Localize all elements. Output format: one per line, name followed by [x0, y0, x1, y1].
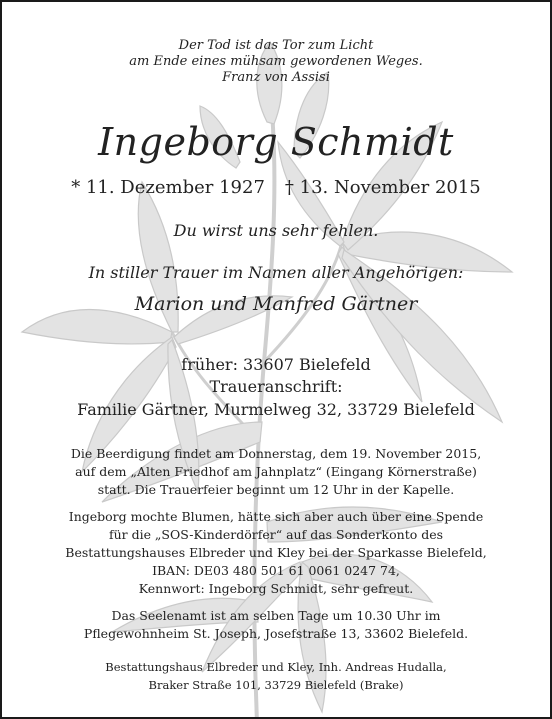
undertaker-line-2: Braker Straße 101, 33729 Bielefeld (Brake) — [148, 678, 404, 692]
condolence-address: Familie Gärtner, Murmelweg 32, 33729 Bielefeld — [77, 400, 475, 419]
miss-text: Du wirst uns sehr fehlen. — [173, 221, 379, 240]
quote-line-2: am Ende eines mühsam gewordenen Weges. — [129, 54, 423, 69]
donation-keyword: Kennwort: Ingeborg Schmidt, sehr gefreut. — [138, 581, 414, 596]
deceased-name: Ingeborg Schmidt — [98, 120, 454, 164]
quote-author: Franz von Assisi — [222, 70, 330, 85]
funeral-line-3: statt. Die Trauerfeier beginnt um 12 Uhr in der Kapelle. — [97, 482, 455, 497]
donation-line-2: für die „SOS-Kinderdörfer“ auf das Sonderkonto des — [108, 527, 444, 542]
death-date: † 13. November 2015 — [284, 177, 481, 198]
donation-line-1: Ingeborg mochte Blumen, hätte sich aber auch über eine Spende — [68, 509, 484, 524]
undertaker-line-1: Bestattungshaus Elbreder und Kley, Inh. Andreas Hudalla, — [105, 660, 447, 674]
requiem-line-1: Das Seelenamt ist am selben Tage um 10.30 Uhr im — [111, 608, 441, 623]
quote-line-1: Der Tod ist das Tor zum Licht — [178, 38, 374, 53]
mourning-text: In stiller Trauer im Namen aller Angehörigen: — [88, 263, 464, 282]
donation-iban: IBAN: DE03 480 501 61 0061 0247 74, — [152, 563, 400, 578]
life-dates — [2, 177, 550, 199]
birth-date: * 11. Dezember 1927 — [71, 177, 265, 198]
mourners-names: Marion und Manfred Gärtner — [134, 293, 418, 315]
condolence-address-heading: Traueranschrift: — [209, 377, 343, 396]
funeral-line-1: Die Beerdigung findet am Donnerstag, dem 19. November 2015, — [70, 446, 482, 461]
donation-line-3: Bestattungshauses Elbreder und Kley bei der Sparkasse Bielefeld, — [65, 545, 487, 560]
former-address: früher: 33607 Bielefeld — [181, 355, 371, 374]
funeral-line-2: auf dem „Alten Friedhof am Jahnplatz“ (Eingang Körnerstraße) — [75, 464, 477, 479]
requiem-line-2: Pflegewohnheim St. Joseph, Josefstraße 13, 33602 Bielefeld. — [83, 626, 469, 641]
